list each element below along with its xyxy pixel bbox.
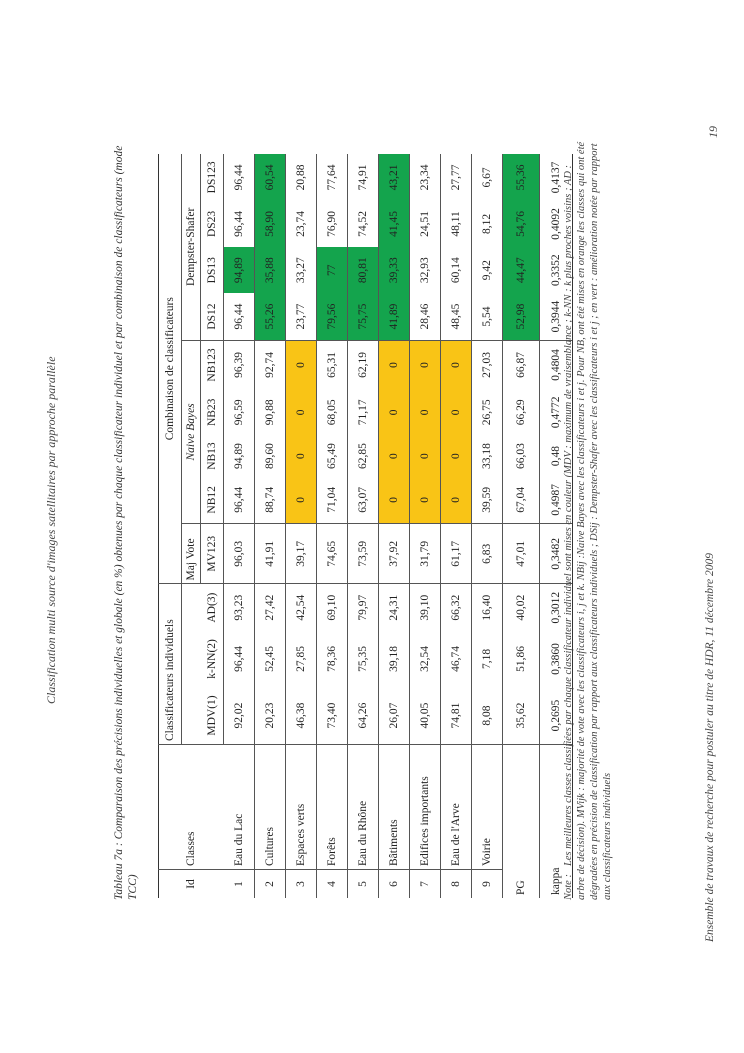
table-row (348, 154, 379, 898)
table-row (286, 154, 317, 898)
table-cell: 0 (441, 435, 472, 476)
row-class-label: Forêts (317, 745, 348, 870)
table-cell: 68,05 (317, 389, 348, 435)
row-class-label: Edifices importants (410, 745, 441, 870)
column-header: NB23 (201, 389, 224, 435)
table-cell: 75,35 (348, 631, 379, 687)
table-cell: 23,34 (410, 154, 441, 201)
row-id: 7 (410, 870, 441, 899)
table-cell: 24,31 (379, 584, 410, 631)
row-id: 5 (348, 870, 379, 899)
table-cell: 32,93 (410, 247, 441, 293)
row-class-label: Voirie (472, 745, 503, 870)
table-cell: 26,07 (379, 687, 410, 745)
id-header: Id (159, 870, 224, 899)
column-header: NB12 (201, 477, 224, 524)
row-class-label: PG (503, 745, 540, 899)
table-cell: 88,74 (255, 477, 286, 524)
table-cell: 66,87 (503, 340, 540, 389)
table-cell: 0,4804 (540, 340, 573, 389)
table-cell: 0 (441, 477, 472, 524)
table-cell: 8,08 (472, 687, 503, 745)
table-cell: 77 (317, 247, 348, 293)
footer: Ensemble de travaux de recherche pour postuler au titre de HDR, 11 décembre 2009 (704, 553, 716, 942)
table-cell: 0 (441, 389, 472, 435)
table-cell: 89,60 (255, 435, 286, 476)
row-id: 9 (472, 870, 503, 899)
table-cell: 33,18 (472, 435, 503, 476)
table-cell: 73,59 (348, 524, 379, 584)
table-cell: 46,74 (441, 631, 472, 687)
table-cell: 74,52 (348, 201, 379, 247)
table-cell: 74,65 (317, 524, 348, 584)
column-header: DS12 (201, 293, 224, 340)
table-cell: 42,54 (286, 584, 317, 631)
table-cell: 78,36 (317, 631, 348, 687)
table-cell: 0,4987 (540, 477, 573, 524)
table-cell: 52,45 (255, 631, 286, 687)
table-cell: 66,32 (441, 584, 472, 631)
table-cell: 96,44 (224, 477, 255, 524)
table-cell: 79,56 (317, 293, 348, 340)
row-class-label: kappa (540, 745, 573, 899)
table-cell: 0,2695 (540, 687, 573, 745)
table-cell: 96,44 (224, 631, 255, 687)
table-cell: 92,02 (224, 687, 255, 745)
row-class-label: Espaces verts (286, 745, 317, 870)
individual-group-header: Classificateurs individuels (159, 584, 182, 745)
table-cell: 51,86 (503, 631, 540, 687)
table-cell: 28,46 (410, 293, 441, 340)
table-cell: 47,01 (503, 524, 540, 584)
table-cell: 0,48 (540, 435, 573, 476)
table-cell: 24,51 (410, 201, 441, 247)
row-id: 1 (224, 870, 255, 899)
pg-row (503, 154, 540, 898)
table-cell: 73,40 (317, 687, 348, 745)
row-class-label: Cultures (255, 745, 286, 870)
table-cell: 35,62 (503, 687, 540, 745)
column-header: DS13 (201, 247, 224, 293)
table-cell: 75,75 (348, 293, 379, 340)
table-row (224, 154, 255, 898)
table-cell: 96,59 (224, 389, 255, 435)
table-cell: 0 (379, 435, 410, 476)
table-cell: 65,31 (317, 340, 348, 389)
table-cell: 76,90 (317, 201, 348, 247)
column-header: DS23 (201, 201, 224, 247)
table-cell: 23,77 (286, 293, 317, 340)
table-cell: 9,42 (472, 247, 503, 293)
table-cell: 40,02 (503, 584, 540, 631)
table-cell: 64,26 (348, 687, 379, 745)
table-cell: 48,45 (441, 293, 472, 340)
table-cell: 66,03 (503, 435, 540, 476)
table-cell: 0,3944 (540, 293, 573, 340)
table-cell: 65,49 (317, 435, 348, 476)
table-cell: 96,39 (224, 340, 255, 389)
table-row (441, 154, 472, 898)
column-header: MDV(1) (201, 687, 224, 745)
table-cell: 61,17 (441, 524, 472, 584)
table-cell: 55,36 (503, 154, 540, 201)
table-cell: 96,44 (224, 201, 255, 247)
table-row (379, 154, 410, 898)
table-cell: 0,4772 (540, 389, 573, 435)
table-cell: 96,44 (224, 154, 255, 201)
table-cell: 39,18 (379, 631, 410, 687)
table-cell: 96,44 (224, 293, 255, 340)
dempster-shafer-header: Dempster-Shafer (182, 154, 201, 340)
table-cell: 41,89 (379, 293, 410, 340)
table-cell: 0 (441, 340, 472, 389)
table-cell: 26,75 (472, 389, 503, 435)
table-row (472, 154, 503, 898)
table-cell: 0 (410, 435, 441, 476)
maj-vote-header: Maj Vote (182, 524, 201, 584)
table-cell: 0,4137 (540, 154, 573, 201)
table-cell: 43,21 (379, 154, 410, 201)
table-cell: 0,3352 (540, 247, 573, 293)
table-cell: 27,03 (472, 340, 503, 389)
running-header: Classification multi source d'images satellitaires par approche parallèle (44, 356, 58, 704)
table-cell: 54,76 (503, 201, 540, 247)
table-cell: 37,92 (379, 524, 410, 584)
table-cell: 16,40 (472, 584, 503, 631)
table-cell: 32,54 (410, 631, 441, 687)
table-cell: 41,45 (379, 201, 410, 247)
table-cell: 0 (410, 477, 441, 524)
table-cell: 63,07 (348, 477, 379, 524)
combination-group-header: Combinaison de classificateurs (159, 154, 182, 584)
table-cell: 0,3012 (540, 584, 573, 631)
table-cell: 20,23 (255, 687, 286, 745)
table-row (255, 154, 286, 898)
row-class-label: Eau du Lac (224, 745, 255, 870)
table-cell: 39,59 (472, 477, 503, 524)
table-cell: 66,29 (503, 389, 540, 435)
column-header: NB13 (201, 435, 224, 476)
naive-bayes-header: Naive Bayes (182, 340, 201, 523)
table-cell: 33,27 (286, 247, 317, 293)
row-id: 3 (286, 870, 317, 899)
table-cell: 48,11 (441, 201, 472, 247)
table-cell: 7,18 (472, 631, 503, 687)
table-cell: 0 (286, 435, 317, 476)
table-cell: 94,89 (224, 435, 255, 476)
row-id: 4 (317, 870, 348, 899)
table-cell: 94,89 (224, 247, 255, 293)
column-header: AD(3) (201, 584, 224, 631)
table-cell: 0 (379, 389, 410, 435)
table-cell: 0,3860 (540, 631, 573, 687)
table-cell: 20,88 (286, 154, 317, 201)
table-cell: 41,91 (255, 524, 286, 584)
table-cell: 27,77 (441, 154, 472, 201)
row-class-label: Eau de l'Arve (441, 745, 472, 870)
table-cell: 8,12 (472, 201, 503, 247)
row-id: 8 (441, 870, 472, 899)
table-cell: 6,67 (472, 154, 503, 201)
table-cell: 6,83 (472, 524, 503, 584)
table-cell: 40,05 (410, 687, 441, 745)
table-cell: 35,88 (255, 247, 286, 293)
table-cell: 92,74 (255, 340, 286, 389)
table-cell: 0 (286, 340, 317, 389)
table-note (562, 140, 614, 900)
table-cell: 96,03 (224, 524, 255, 584)
table-cell: 55,26 (255, 293, 286, 340)
table-cell: 80,81 (348, 247, 379, 293)
column-header: MV123 (201, 524, 224, 584)
table-cell: 74,91 (348, 154, 379, 201)
table-cell: 27,85 (286, 631, 317, 687)
table-cell: 62,85 (348, 435, 379, 476)
row-class-label: Bâtiments (379, 745, 410, 870)
table-cell: 0 (379, 477, 410, 524)
table-cell: 0 (410, 340, 441, 389)
table-cell: 44,47 (503, 247, 540, 293)
table-cell: 27,42 (255, 584, 286, 631)
table-caption: Tableau 7a : Comparaison des précisions individuelles et globale (en %) obtenues par chaque classificateur individuel et par combinaison de classificateurs (mode TCC) (113, 145, 139, 900)
table-cell: 52,98 (503, 293, 540, 340)
note-label: Note : (563, 874, 574, 900)
table-cell: 79,97 (348, 584, 379, 631)
table-cell: 90,88 (255, 389, 286, 435)
row-class-label: Eau du Rhône (348, 745, 379, 870)
table-row (410, 154, 441, 898)
table-cell: 74,81 (441, 687, 472, 745)
table-cell: 39,33 (379, 247, 410, 293)
table-cell: 0 (286, 389, 317, 435)
table-cell: 60,14 (441, 247, 472, 293)
table-cell: 71,04 (317, 477, 348, 524)
column-header: NB123 (201, 340, 224, 389)
table-cell: 0 (379, 340, 410, 389)
table-row (317, 154, 348, 898)
results-table-container (158, 154, 573, 898)
table-cell: 62,19 (348, 340, 379, 389)
table-cell: 69,10 (317, 584, 348, 631)
table-cell: 0 (286, 477, 317, 524)
table-cell: 46,38 (286, 687, 317, 745)
page-number: 19 (706, 126, 720, 138)
table-cell: 60,54 (255, 154, 286, 201)
column-header: DS123 (201, 154, 224, 201)
table-cell: 0 (410, 389, 441, 435)
results-table (158, 154, 573, 898)
table-cell: 58,90 (255, 201, 286, 247)
table-cell: 71,17 (348, 389, 379, 435)
row-id: 6 (379, 870, 410, 899)
table-cell: 31,79 (410, 524, 441, 584)
table-cell: 93,23 (224, 584, 255, 631)
table-cell: 0,4092 (540, 201, 573, 247)
table-cell: 67,04 (503, 477, 540, 524)
table-cell: 23,74 (286, 201, 317, 247)
row-id: 2 (255, 870, 286, 899)
classes-header: Classes (159, 745, 224, 870)
table-cell: 39,17 (286, 524, 317, 584)
note-text: Les meilleures classes classifiées par chaque classificateur individuel sont mises en couleur (MDV : maximum de vraisemblance ; k-NN : k plus proches voisins ; AD : arbre de décision). MVijk : majorité de vote avec les classificateurs i, j et k. NBij :Naive Bayes avec les classificateurs i et j. Pour NB, ont été mises en orange les classes qui ont été dégradées en précision de classification par rapport aux classificateurs individuels ; DSij : Dempster-Shafer avec les classificateurs i et j ; en vert : amélioration notée par rapport aux classificateurs individuels (563, 141, 613, 900)
table-cell: 39,10 (410, 584, 441, 631)
table-cell: 77,64 (317, 154, 348, 201)
column-header: k-NN(2) (201, 631, 224, 687)
table-cell: 0,3482 (540, 524, 573, 584)
table-cell: 5,54 (472, 293, 503, 340)
